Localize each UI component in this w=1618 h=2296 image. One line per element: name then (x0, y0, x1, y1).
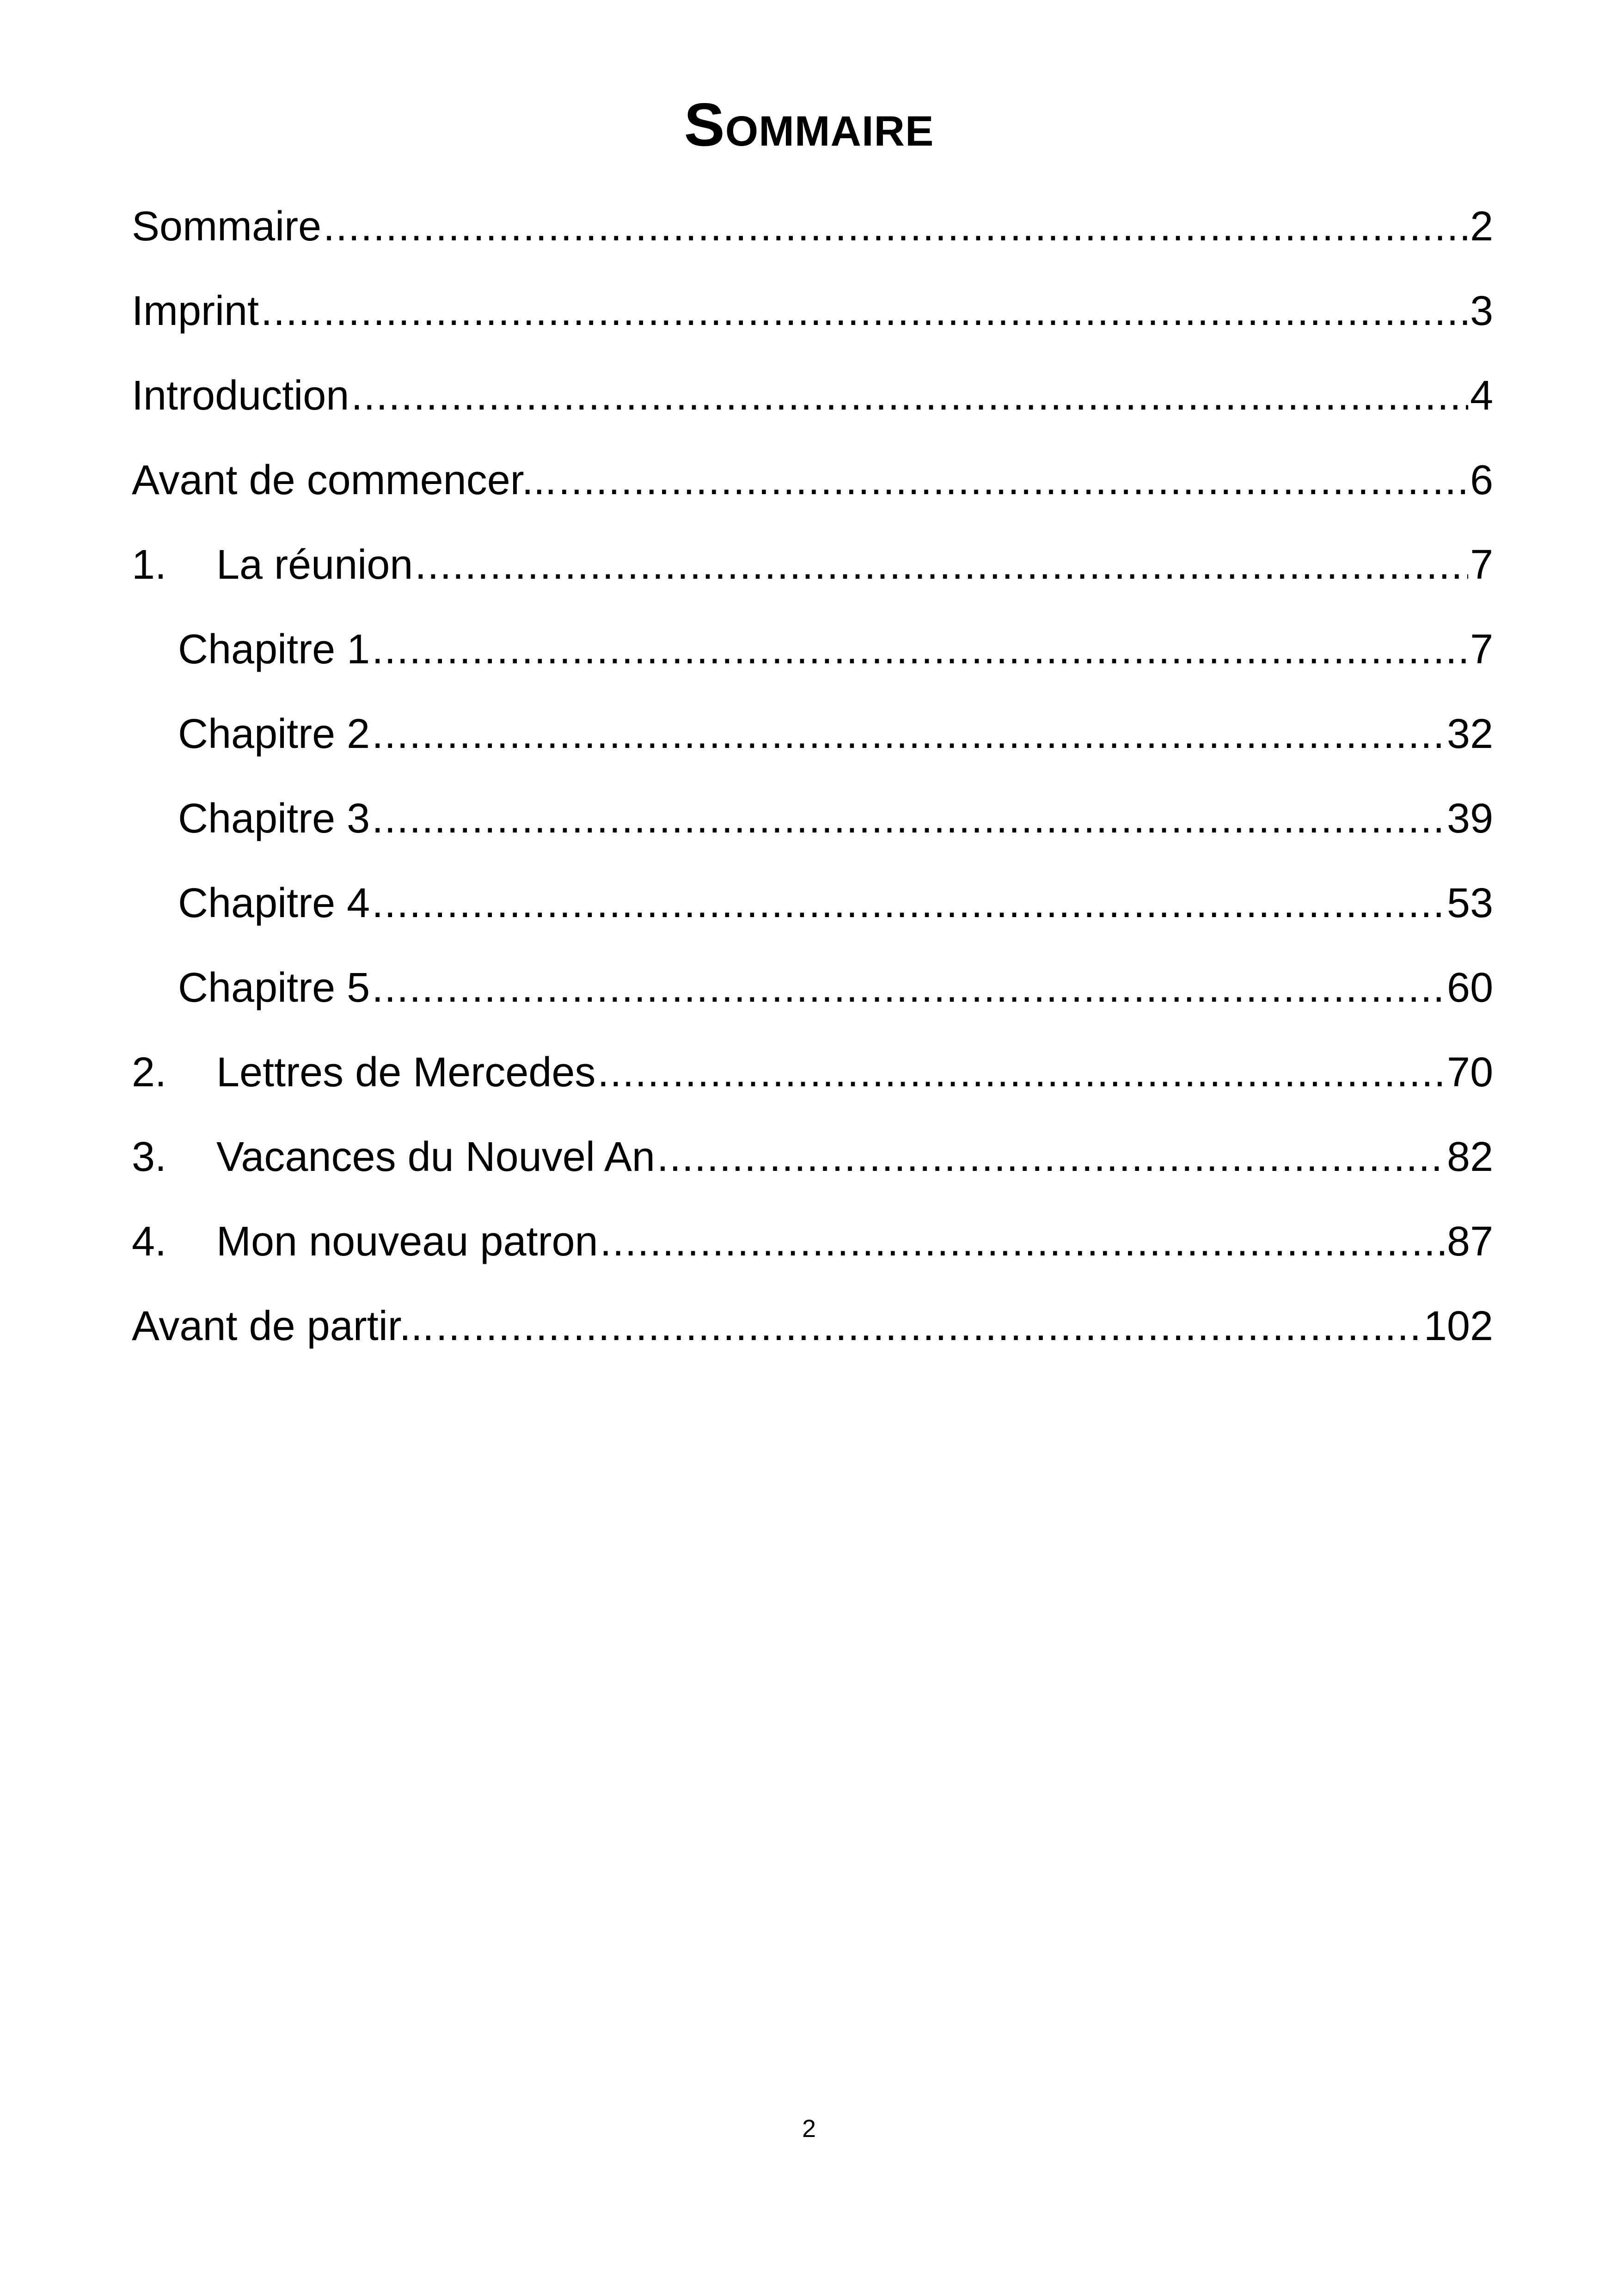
toc-entry-chapitre-5[interactable] (132, 958, 1493, 1042)
toc-entry-number: 1. (132, 542, 167, 588)
toc-dot-leader (600, 1212, 1445, 1272)
toc-entry-label: La réunion (216, 542, 413, 588)
toc-entry-page: 32 (1446, 711, 1493, 757)
toc-entry-vacances-du-nouvel-an[interactable] (132, 1127, 1493, 1212)
toc-entry-number: 4. (132, 1218, 167, 1265)
toc-entry-label: Avant de partir... (132, 1303, 434, 1349)
toc-dot-leader (372, 704, 1445, 764)
toc-dot-leader (351, 366, 1468, 426)
toc-entry-page: 39 (1446, 796, 1493, 842)
toc-entry-page: 4 (1470, 373, 1493, 419)
toc-entry-page: 87 (1446, 1218, 1493, 1265)
toc-entry-label: Chapitre 3 (178, 796, 370, 842)
toc-entry-page: 7 (1470, 542, 1493, 588)
toc-entry-chapitre-2[interactable] (132, 704, 1493, 789)
toc-entry-imprint[interactable] (132, 281, 1493, 366)
toc-dot-leader (372, 789, 1445, 849)
toc-entry-page: 2 (1470, 203, 1493, 250)
toc-entry-la-reunion[interactable] (132, 535, 1493, 619)
toc-dot-leader (558, 450, 1468, 510)
toc-entry-avant-de-commencer[interactable] (132, 450, 1493, 535)
toc-entry-label: Lettres de Mercedes (216, 1049, 596, 1096)
toc-entry-page: 6 (1470, 457, 1493, 503)
toc-entry-mon-nouveau-patron[interactable] (132, 1212, 1493, 1296)
toc-entry-number: 2. (132, 1049, 167, 1096)
toc-entry-page: 53 (1446, 880, 1493, 926)
toc-entry-label: Imprint (132, 288, 259, 334)
toc-entry-label: Introduction (132, 373, 349, 419)
toc-dot-leader (597, 1042, 1445, 1102)
toc-dot-leader (372, 619, 1468, 680)
toc-entry-label: Avant de commencer... (132, 457, 557, 503)
toc-entry-label: Chapitre 2 (178, 711, 370, 757)
toc-entry-label: Mon nouveau patron (216, 1218, 598, 1265)
toc-entry-chapitre-1[interactable] (132, 619, 1493, 704)
toc-dot-leader (372, 873, 1445, 933)
toc-dot-leader (415, 535, 1468, 595)
toc-entry-chapitre-4[interactable] (132, 873, 1493, 958)
toc-dot-leader (657, 1127, 1445, 1187)
toc-dot-leader (436, 1296, 1422, 1356)
toc-entry-label: Chapitre 1 (178, 626, 370, 673)
toc-dot-leader (261, 281, 1468, 341)
table-of-contents (132, 196, 1493, 1381)
toc-entry-chapitre-3[interactable] (132, 789, 1493, 873)
toc-entry-page: 7 (1470, 626, 1493, 673)
toc-dot-leader (372, 958, 1445, 1018)
toc-entry-label: Vacances du Nouvel An (216, 1134, 655, 1180)
page-title: Sommaire (684, 91, 934, 159)
toc-entry-label: Chapitre 5 (178, 965, 370, 1011)
toc-entry-page: 3 (1470, 288, 1493, 334)
toc-entry-introduction[interactable] (132, 366, 1493, 450)
toc-entry-label: Chapitre 4 (178, 880, 370, 926)
toc-entry-label: Sommaire (132, 203, 322, 250)
toc-entry-page: 102 (1423, 1303, 1493, 1349)
toc-entry-page: 70 (1446, 1049, 1493, 1096)
toc-entry-sommaire[interactable] (132, 196, 1493, 281)
toc-entry-lettres-de-mercedes[interactable] (132, 1042, 1493, 1127)
toc-entry-page: 60 (1446, 965, 1493, 1011)
toc-entry-number: 3. (132, 1134, 167, 1180)
page-number: 2 (802, 2115, 816, 2143)
toc-dot-leader (323, 196, 1468, 257)
toc-entry-avant-de-partir[interactable] (132, 1296, 1493, 1381)
toc-entry-page: 82 (1446, 1134, 1493, 1180)
